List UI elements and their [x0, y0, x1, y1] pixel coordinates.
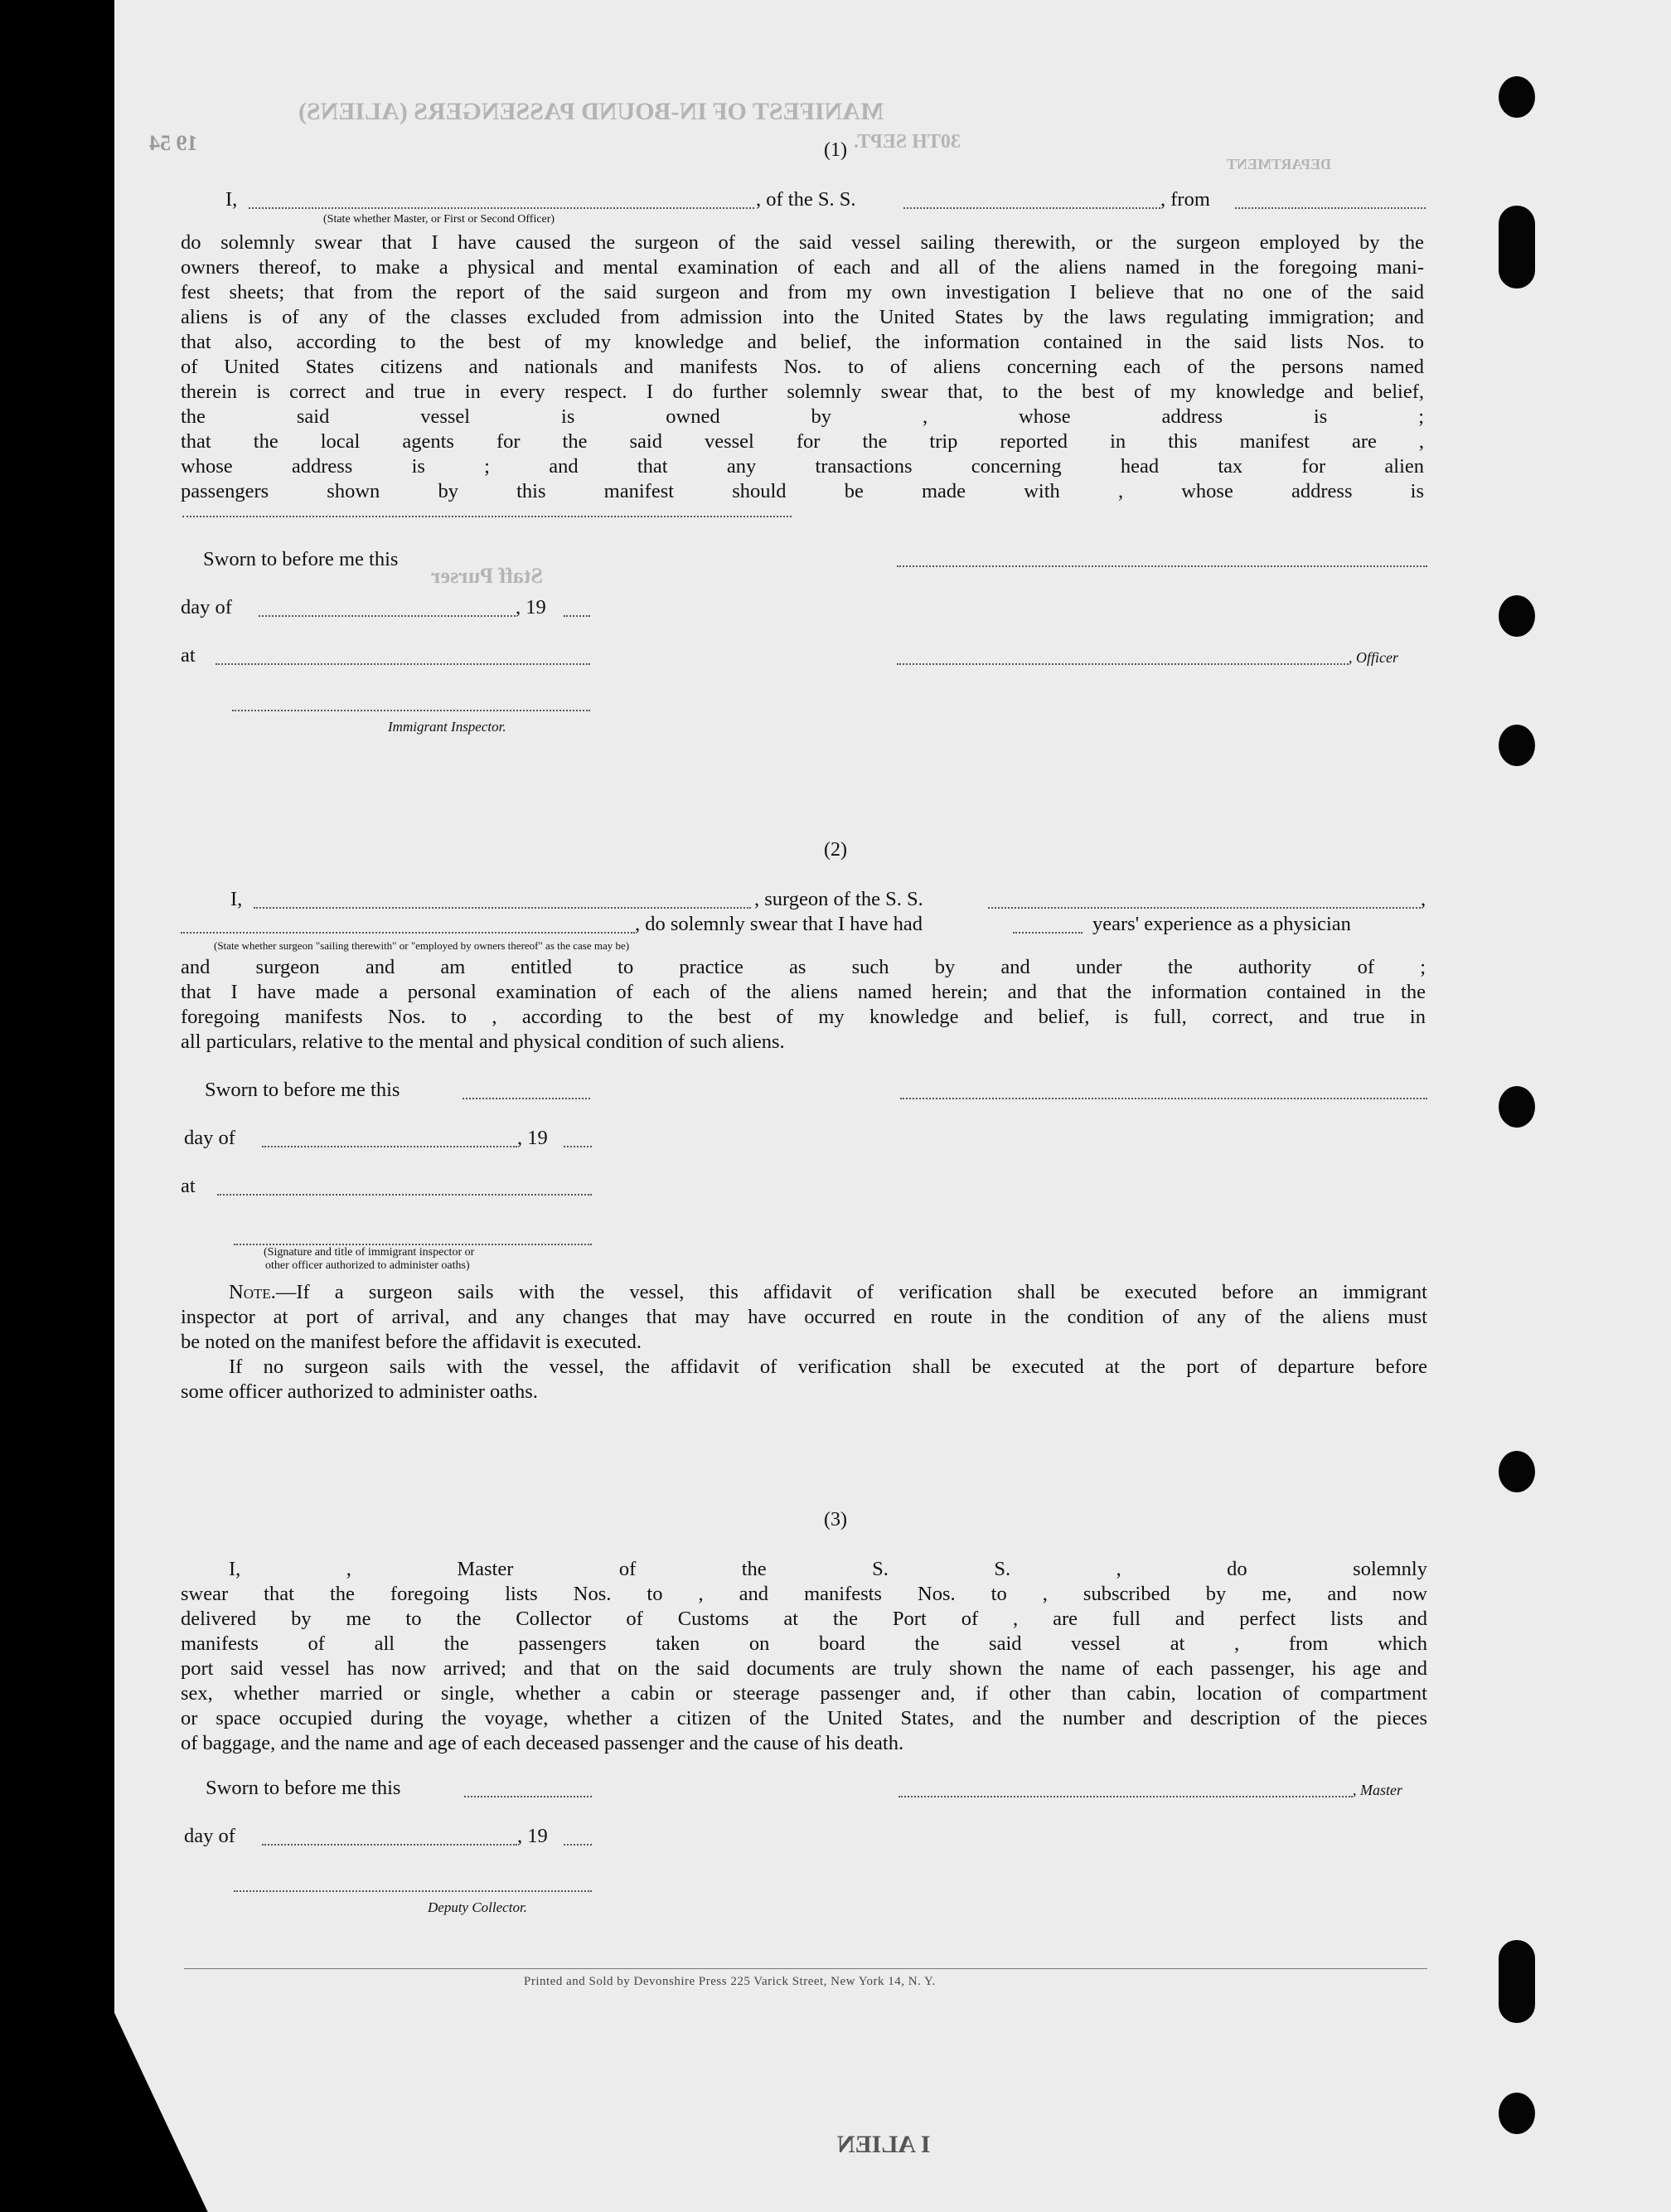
- s1-blank-signature: [897, 565, 1427, 567]
- s3-day-of: day of: [184, 1825, 235, 1847]
- s1-line1-from: , from: [1160, 188, 1210, 211]
- punch-hole: [1499, 725, 1535, 766]
- bleed-through-purser: Staff Purser: [431, 564, 544, 588]
- s1-at: at: [181, 644, 196, 667]
- s1-body-line: that also, according to the best of my knowledge and belief, the information contained in the said lists Nos. to: [181, 331, 1424, 353]
- s1-blank-inspector: [232, 710, 590, 711]
- s1-day-of: day of: [181, 596, 232, 618]
- s1-year: , 19: [516, 596, 546, 618]
- s1-officer: , Officer: [1349, 649, 1398, 666]
- punch-hole: [1499, 1940, 1535, 2023]
- s1-body-line: that the local agents for the said vessel for the trip reported in this manifest are ,: [181, 430, 1424, 453]
- s2-note-line: inspector at port of arrival, and any changes that may have occurred en route in the condition of any of the aliens must: [181, 1306, 1427, 1328]
- s3-body-line: I, , Master of the S. S. , do solemnly: [229, 1558, 1427, 1580]
- printer-footer: Printed and Sold by Devonshire Press 225 Varick Street, New York 14, N. Y.: [524, 1975, 936, 1988]
- s2-body-line: and surgeon and am entitled to practice as such by and under the authority of ;: [181, 956, 1426, 978]
- s1-blank-vessel: [903, 207, 1160, 209]
- s2-year: , 19: [517, 1127, 548, 1149]
- s3-blank-master: [898, 1796, 1353, 1797]
- s3-body-line: manifests of all the passengers taken on board the said vessel at , from which: [181, 1632, 1427, 1655]
- s3-body-line: port said vessel has now arrived; and that on the said documents are truly shown the name of each passenger, his age and: [181, 1657, 1427, 1680]
- bleed-through-bottom: I ALIEN: [837, 2131, 931, 2158]
- punch-hole: [1499, 1451, 1535, 1492]
- s2-blank-surgeon-name: [254, 907, 751, 909]
- bleed-through-right: DEPARTMENT: [1227, 156, 1332, 172]
- s2-note-label: Note.: [229, 1281, 276, 1303]
- punch-hole: [1499, 76, 1535, 118]
- s2-line1-ss: , surgeon of the S. S.: [754, 888, 923, 910]
- section-2-number: (2): [824, 839, 847, 861]
- s3-year: , 19: [517, 1825, 548, 1847]
- s3-deputy: Deputy Collector.: [428, 1899, 527, 1915]
- s1-body: [181, 230, 1424, 504]
- s3-body-line: or space occupied during the voyage, whether a citizen of the United States, and the number and description of the pieces: [181, 1707, 1427, 1729]
- s2-blank-at: [217, 1194, 592, 1196]
- s1-blank-address: [182, 516, 792, 517]
- s2-sig-caption-1: (Signature and title of immigrant inspector or: [264, 1246, 475, 1259]
- s2-sworn: Sworn to before me this: [205, 1079, 400, 1101]
- s2-day-of: day of: [184, 1127, 235, 1149]
- section-3-number: (3): [824, 1509, 847, 1530]
- s2-blank-sworn: [463, 1098, 590, 1099]
- s2-blank-years: [1013, 932, 1083, 934]
- s1-body-line: the said vessel is owned by , whose address is ;: [181, 405, 1424, 428]
- s2-body-line: all particulars, relative to the mental and physical condition of such aliens.: [181, 1031, 785, 1053]
- s2-note-text: —If a surgeon sails with the vessel, this affidavit of verification shall be executed before an immigrant: [275, 1281, 1427, 1303]
- s3-body-line: delivered by me to the Collector of Customs at the Port of , are full and perfect lists and: [181, 1608, 1427, 1630]
- s2-note-line: [229, 1280, 1427, 1305]
- s1-blank-year: [564, 615, 590, 617]
- s2-note-line: If no surgeon sails with the vessel, the affidavit of verification shall be executed at the port of departure before: [229, 1356, 1427, 1378]
- bleed-through-date: 30TH SEPT.: [854, 131, 961, 153]
- s3-body-line: swear that the foregoing lists Nos. to , and manifests Nos. to , subscribed by me, and now: [181, 1583, 1427, 1605]
- s2-note-line: some officer authorized to administer oaths.: [181, 1380, 538, 1403]
- s3-blank-day: [262, 1844, 517, 1846]
- s1-body-line: do solemnly swear that I have caused the surgeon of the said vessel sailing therewith, or the surgeon employed by the: [181, 231, 1424, 254]
- s2-line1-comma: ,: [1421, 888, 1426, 910]
- s3-sworn: Sworn to before me this: [206, 1777, 401, 1799]
- s2-note: [181, 1280, 1427, 1404]
- s2-line2-years: years' experience as a physician: [1092, 913, 1351, 935]
- punch-hole: [1499, 206, 1535, 289]
- s3-master: , Master: [1353, 1782, 1402, 1798]
- s3-body-line: of baggage, and the name and age of each deceased passenger and the cause of his death.: [181, 1732, 904, 1754]
- s1-line1-i: I,: [225, 188, 238, 211]
- s2-body-line: foregoing manifests Nos. to , according to the best of my knowledge and belief, is full, correct, and true in: [181, 1006, 1426, 1028]
- s2-blank-signature: [900, 1098, 1427, 1099]
- s1-body-line: whose address is ; and that any transactions concerning head tax for alien: [181, 455, 1424, 478]
- s1-body-line: therein is correct and true in every respect. I do further solemnly swear that, to the best of my knowledge and belief,: [181, 381, 1424, 403]
- s3-body: [181, 1557, 1427, 1756]
- s1-sworn: Sworn to before me this: [203, 548, 399, 570]
- s2-blank-day: [262, 1146, 517, 1147]
- s3-body-line: sex, whether married or single, whether a cabin or steerage passenger and, if other than cabin, location of compartment: [181, 1682, 1427, 1705]
- s2-sig-caption-2: other officer authorized to administer oaths): [265, 1259, 470, 1272]
- footer-rule: [184, 1968, 1427, 1969]
- punch-hole: [1499, 1086, 1535, 1128]
- s2-note-line: be noted on the manifest before the affidavit is executed.: [181, 1331, 642, 1353]
- s2-body: [181, 955, 1426, 1055]
- s1-line1-caption: (State whether Master, or First or Second Officer): [323, 213, 555, 226]
- s1-body-line: of United States citizens and nationals and manifests Nos. to of aliens concerning each of the persons named: [181, 356, 1424, 378]
- s3-blank-sworn: [464, 1796, 592, 1797]
- section-1-number: (1): [824, 139, 847, 161]
- s2-body-line: that I have made a personal examination of each of the aliens named herein; and that the information contained in the: [181, 981, 1426, 1003]
- s3-blank-year: [564, 1844, 592, 1846]
- s2-line1-i: I,: [230, 888, 243, 910]
- punch-hole: [1499, 2093, 1535, 2134]
- s1-inspector: Immigrant Inspector.: [388, 719, 506, 735]
- s3-blank-deputy: [234, 1890, 592, 1892]
- s2-blank-vessel: [988, 907, 1421, 909]
- punch-hole: [1499, 595, 1535, 637]
- s2-blank-year: [564, 1146, 592, 1147]
- s1-line1-ss: , of the S. S.: [756, 188, 856, 211]
- s2-line2-caption: (State whether surgeon "sailing therewith" or "employed by owners thereof" as the case may be): [214, 939, 630, 952]
- s1-blank-from: [1235, 207, 1426, 209]
- s1-body-line: passengers shown by this manifest should be made with , whose address is: [181, 480, 1424, 502]
- bleed-through-year: 19 54: [149, 131, 198, 155]
- s1-blank-officer-sign: [897, 663, 1349, 665]
- s1-blank-at: [216, 663, 590, 665]
- s1-body-line: owners thereof, to make a physical and mental examination of each and all of the aliens named in the foregoing mani-: [181, 256, 1424, 279]
- s2-at: at: [181, 1175, 196, 1197]
- bleed-through-title: MANIFEST OF IN-BOUND PASSENGERS (ALIENS): [298, 98, 884, 125]
- s1-body-line: fest sheets; that from the report of the said surgeon and from my own investigation I believe that no one of the said: [181, 281, 1424, 303]
- s1-blank-day: [259, 615, 516, 617]
- s2-line2-swear: , do solemnly swear that I have had: [635, 913, 923, 935]
- s1-body-line: aliens is of any of the classes excluded from admission into the United States by the laws regulating immigration; and: [181, 306, 1424, 328]
